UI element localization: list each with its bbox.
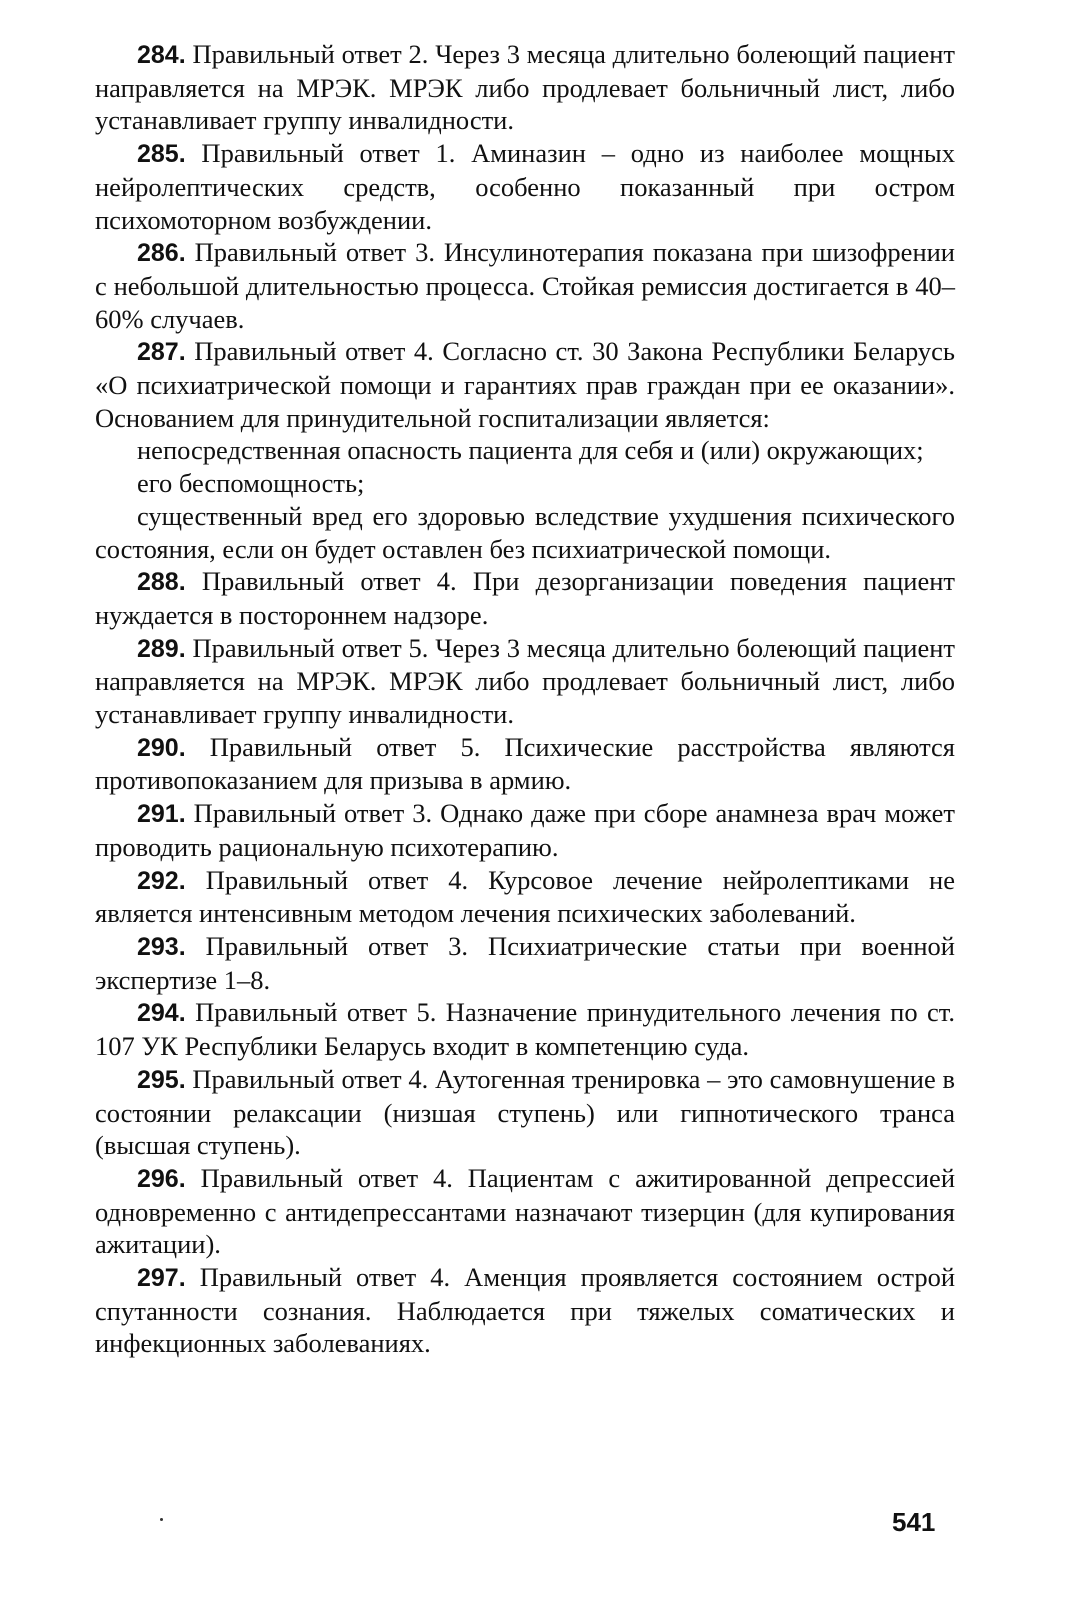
answer-number: 284. xyxy=(137,41,186,69)
answer-paragraph xyxy=(95,1261,955,1360)
answer-text: Правильный ответ 4. Согласно ст. 30 Закона Республики Беларусь «О психиатрической помощи и гарантиях прав граждан при ее оказании». Основанием для принудительной госпитализации является: xyxy=(95,336,955,433)
answer-number: 293. xyxy=(137,932,186,961)
answer-number: 285. xyxy=(137,140,186,169)
answer-number: 289. xyxy=(137,634,186,663)
answer-text: Правильный ответ 5. Через 3 месяца длительно болеющий пациент направляется на МРЭК. МРЭК либо продлевает больничный лист, либо устанавливает группу инвалидности. xyxy=(95,632,955,730)
answer-number: 294. xyxy=(137,999,186,1028)
answer-text: Правильный ответ 1. Аминазин – одно из наиболее мощных нейролептических средств, особенно показанный при остром психомоторном возбуждении. xyxy=(95,138,955,235)
answer-text: Правильный ответ 3. Инсулинотерапия показана при шизофрении с небольшой длительностью процесса. Стойкая ремиссия достигается в 40–60% случаев. xyxy=(95,237,955,334)
answer-paragraph xyxy=(95,335,955,434)
answer-paragraph xyxy=(95,137,955,236)
answer-text: Правильный ответ 4. Аменция проявляется состоянием острой спутанности сознания. Наблюдается при тяжелых соматических и инфекционных заболеваниях. xyxy=(95,1262,955,1359)
list-item-paragraph xyxy=(95,467,955,500)
answer-paragraph xyxy=(95,632,955,731)
answer-text: Правильный ответ 4. При дезорганизации поведения пациент нуждается в постороннем надзоре. xyxy=(95,566,955,630)
answer-text: Правильный ответ 4. Пациентам с ажитированной депрессией одновременно с антидепрессантами назначают тизерцин (для купирования ажитации). xyxy=(95,1162,955,1260)
answer-text: Правильный ответ 5. Назначение принудительного лечения по ст. 107 УК Республики Беларусь входит в компетенцию суда. xyxy=(95,997,955,1062)
answer-paragraph xyxy=(95,1162,955,1261)
answer-paragraph xyxy=(95,236,955,335)
answer-paragraph xyxy=(95,996,955,1062)
answer-number: 292. xyxy=(137,866,186,895)
answer-text: Правильный ответ 4. Аутогенная тренировка – это самовнушение в состоянии релаксации (низшая ступень) или гипнотического транса (высшая ступень). xyxy=(95,1063,955,1161)
answer-number: 297. xyxy=(137,1264,186,1293)
answer-paragraph xyxy=(95,565,955,631)
answer-number: 290. xyxy=(137,733,186,762)
print-speck xyxy=(160,1518,163,1521)
answer-paragraph xyxy=(95,38,955,137)
answer-text: Правильный ответ 4. Курсовое лечение нейролептиками не является интенсивным методом лечения психических заболеваний. xyxy=(95,864,955,929)
answer-paragraph xyxy=(95,930,955,996)
answer-number: 295. xyxy=(137,1065,186,1094)
answer-text: Правильный ответ 3. Однако даже при сборе анамнеза врач может проводить рациональную психотерапию. xyxy=(95,798,955,862)
list-item-text: существенный вред его здоровью вследствие ухудшения психического состояния, если он будет оставлен без психиатрической помощи. xyxy=(95,500,955,564)
answer-text: Правильный ответ 2. Через 3 месяца длительно болеющий пациент направляется на МРЭК. МРЭК либо продлевает больничный лист, либо устанавливает группу инвалидности. xyxy=(95,39,955,136)
answer-number: 291. xyxy=(137,800,186,829)
list-item-paragraph xyxy=(95,500,955,565)
answer-paragraph xyxy=(95,864,955,930)
list-item-paragraph xyxy=(95,434,955,467)
answer-text: Правильный ответ 5. Психические расстройства являются противопоказанием для призыва в армию. xyxy=(95,731,955,796)
answer-paragraph xyxy=(95,797,955,863)
answer-paragraph xyxy=(95,731,955,797)
answer-paragraph xyxy=(95,1063,955,1162)
list-item-text: непосредственная опасность пациента для себя и (или) окружающих; xyxy=(137,435,924,466)
answer-number: 288. xyxy=(137,568,186,597)
answer-number: 287. xyxy=(137,338,186,367)
answer-number: 296. xyxy=(137,1164,186,1193)
page-body xyxy=(95,38,955,1360)
answer-text: Правильный ответ 3. Психиатрические статьи при военной экспертизе 1–8. xyxy=(95,930,955,995)
answer-number: 286. xyxy=(137,239,186,268)
list-item-text: его беспомощность; xyxy=(137,468,365,499)
page-number: 541 xyxy=(892,1507,936,1537)
